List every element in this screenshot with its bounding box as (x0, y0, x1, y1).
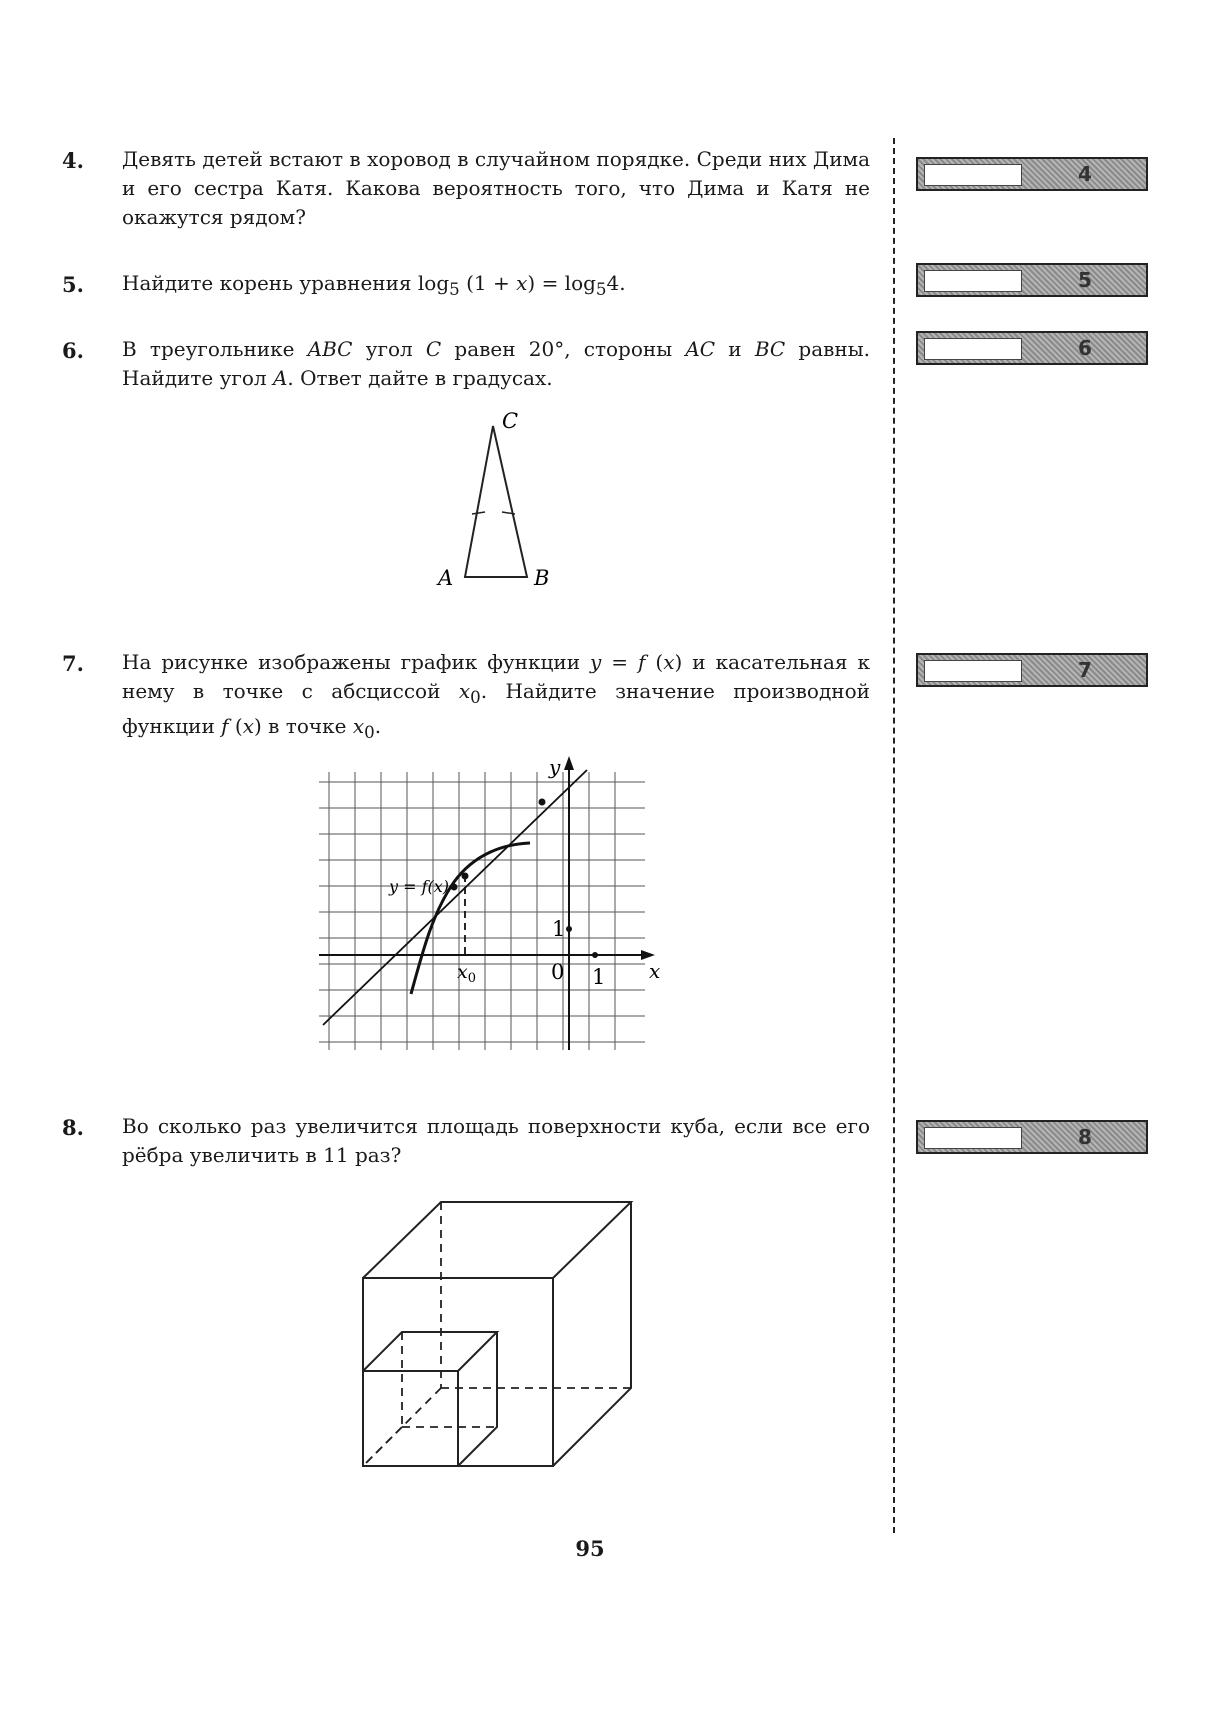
text-sub: 0 (364, 723, 375, 742)
text-var: AC (685, 337, 716, 361)
text-var: x (516, 271, 528, 295)
triangle-figure (430, 410, 560, 590)
text-var: x (242, 714, 254, 738)
task-text: Девять детей встают в хоровод в случайном порядке. Среди них Дима и его сестра Катя. Какова вероятность того, что Дима и Катя не окажутся рядом? (122, 147, 870, 229)
answer-box-8[interactable] (916, 1120, 1148, 1154)
text-part: равен 20°, стороны (441, 337, 686, 361)
text-part: угол (352, 337, 426, 361)
answer-field[interactable] (924, 270, 1022, 292)
text-var: BC (754, 337, 786, 361)
text-sub: 5 (595, 280, 607, 299)
y-axis-label: y (549, 755, 561, 779)
text-part: Найдите корень уравнения log (122, 271, 450, 295)
answer-field[interactable] (924, 338, 1022, 360)
curve-label: y = f(x) (389, 877, 450, 896)
answer-field[interactable] (924, 1127, 1022, 1149)
task-number: 8. (62, 1115, 84, 1140)
text-part: На рисунке изображены график функции (122, 650, 591, 674)
x0-label: $x_0$ (457, 961, 476, 986)
page-number: 95 (575, 1536, 605, 1561)
text-var: ABC (307, 337, 353, 361)
unit-x-label: 1 (592, 965, 606, 989)
text-var: f (221, 714, 229, 738)
text-part: ( (645, 650, 664, 674)
answer-box-7[interactable] (916, 653, 1148, 687)
answer-field[interactable] (924, 164, 1022, 186)
text-var: y (590, 650, 602, 674)
text-var: x (352, 714, 365, 738)
answer-box-number: 4 (1078, 162, 1092, 186)
text-part: ) = log (527, 271, 596, 295)
text-sub: 5 (449, 280, 460, 299)
text-var: x (663, 650, 675, 674)
origin-label: 0 (551, 960, 565, 984)
text-var: x (458, 679, 471, 703)
vertex-label-c: C (502, 410, 519, 433)
function-graph (315, 750, 670, 1060)
x-axis-label: x (649, 959, 661, 983)
text-var: C (425, 337, 442, 361)
vertex-label-a: A (438, 566, 454, 590)
text-part: (1 + (459, 271, 517, 295)
answer-box-number: 6 (1078, 336, 1092, 360)
text-var: f (638, 650, 646, 674)
answer-box-4[interactable] (916, 157, 1148, 191)
text-part: 4. (606, 271, 626, 295)
text-part: = (601, 650, 639, 674)
task-number: 7. (62, 651, 84, 676)
text-part: и (715, 337, 755, 361)
task-number: 5. (62, 272, 84, 297)
answer-box-number: 7 (1078, 658, 1092, 682)
text-part: ) в точке (254, 714, 353, 738)
text-sub: 0 (470, 688, 481, 707)
answer-field[interactable] (924, 660, 1022, 682)
vertex-label-b: B (534, 566, 550, 590)
text-part: ( (228, 714, 243, 738)
cut-line (893, 138, 895, 1533)
task-text (122, 269, 870, 304)
cube-figure (350, 1190, 650, 1480)
text-part: В треугольнике (122, 337, 308, 361)
task-text (122, 335, 870, 393)
answer-box-number: 8 (1078, 1125, 1092, 1149)
text-part: . Ответ дайте в градусах. (287, 366, 553, 390)
unit-y-label: 1 (552, 917, 566, 941)
text-part: ) и касательная к нему в точке с абсциссой (122, 650, 870, 703)
text-part: . Найдите значение производной функции (122, 679, 870, 738)
answer-box-5[interactable] (916, 263, 1148, 297)
text-var: A (272, 366, 288, 390)
task-number: 4. (62, 148, 84, 173)
answer-box-6[interactable] (916, 331, 1148, 365)
answer-box-number: 5 (1078, 268, 1092, 292)
task-number: 6. (62, 338, 84, 363)
text-part: . (374, 714, 382, 738)
text-part: равны. Найдите угол (122, 337, 870, 390)
task-text: Во сколько раз увеличится площадь поверхности куба, если все его рёбра увеличить в 11 раз? (122, 1114, 870, 1167)
task-text (122, 648, 870, 747)
